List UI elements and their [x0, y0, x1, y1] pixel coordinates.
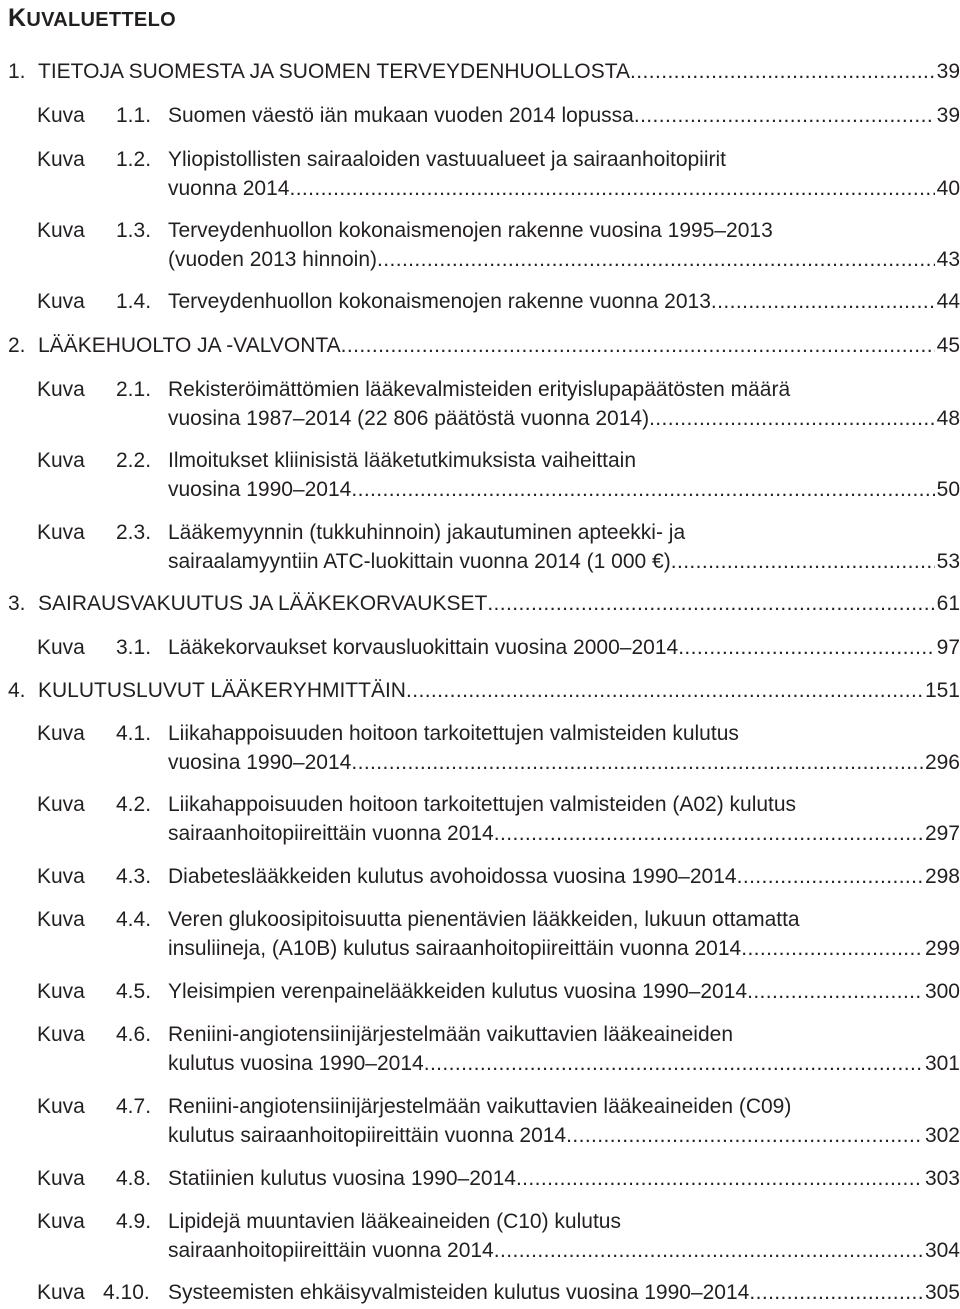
page-number: 300	[924, 980, 960, 1003]
figure-number: 4.9.	[116, 1210, 152, 1233]
dot-leader	[494, 819, 923, 848]
dot-leader	[406, 676, 923, 705]
figure-title: Suomen väestö iän mukaan vuoden 2014 lopussa	[168, 104, 634, 127]
page-number: 43	[936, 248, 960, 271]
figure-number: 4.6.	[116, 1023, 152, 1046]
dot-leader	[737, 862, 923, 891]
figure-label: Kuva	[37, 908, 85, 931]
page-number: 303	[924, 1167, 960, 1190]
figure-title-continued: insuliineja, (A10B) kulutus sairaanhoitopiireittäin vuonna 2014	[168, 937, 742, 960]
section-number: 1.	[8, 60, 26, 83]
figure-label: Kuva	[37, 521, 85, 544]
figure-number: 1.2.	[116, 148, 152, 171]
dot-leader	[566, 1121, 923, 1150]
figure-title-continued: sairaanhoitopiireittäin vuonna 2014	[168, 822, 494, 845]
figure-label: Kuva	[37, 722, 85, 745]
dot-leader	[351, 748, 923, 777]
page-number: 298	[924, 865, 960, 888]
figure-title-continued: sairaanhoitopiireittäin vuonna 2014	[168, 1239, 494, 1262]
figure-number: 4.8.	[116, 1167, 152, 1190]
figure-label: Kuva	[37, 378, 85, 401]
figure-title: Reniini-angiotensiinijärjestelmään vaikuttavien lääkeaineiden	[168, 1023, 734, 1046]
section-number: 4.	[8, 679, 26, 702]
dot-leader	[634, 101, 935, 130]
figure-number: 2.2.	[116, 449, 152, 472]
page-number: 297	[924, 822, 960, 845]
section-title: LÄÄKEHUOLTO JA -VALVONTA	[38, 334, 341, 357]
figure-label: Kuva	[37, 636, 85, 659]
page-number: 48	[936, 407, 960, 430]
figure-number: 4.4.	[116, 908, 152, 931]
page-number: 53	[936, 550, 960, 573]
section-entry[interactable]	[8, 676, 960, 706]
dot-leader	[341, 331, 935, 360]
figure-title: Systeemisten ehkäisyvalmisteiden kulutus vuosina 1990–2014	[168, 1281, 750, 1304]
figure-number: 3.1.	[116, 636, 152, 659]
title-initial: K	[8, 4, 27, 32]
page-number: 50	[936, 478, 960, 501]
figure-title: Liikahappoisuuden hoitoon tarkoitettujen valmisteiden (A02) kulutus	[168, 793, 797, 816]
section-entry[interactable]	[8, 331, 960, 361]
figure-title: Lääkemyynnin (tukkuhinnoin) jakautuminen apteekki- ja	[168, 521, 686, 544]
dot-leader	[494, 1236, 923, 1265]
figure-title: Terveydenhuollon kokonaismenojen rakenne vuosina 1995–2013	[168, 219, 773, 242]
dot-leader	[516, 1164, 923, 1193]
dot-leader	[377, 245, 935, 274]
figure-label: Kuva	[37, 449, 85, 472]
title-rest: UVALUETTELO	[26, 9, 176, 31]
page-number: 44	[936, 290, 960, 313]
figure-label: Kuva	[37, 1023, 85, 1046]
figure-label: Kuva	[37, 104, 85, 127]
figure-label: Kuva	[37, 219, 85, 242]
figure-label: Kuva	[37, 1167, 85, 1190]
page-number: 301	[924, 1052, 960, 1075]
figure-number: 4.2.	[116, 793, 152, 816]
figure-number: 4.7.	[116, 1095, 152, 1118]
dot-leader	[487, 589, 934, 618]
figure-label: Kuva	[37, 793, 85, 816]
figure-title-continued: vuosina 1987–2014 (22 806 päätöstä vuonna 2014)	[168, 407, 650, 430]
section-entry[interactable]	[8, 57, 960, 87]
figure-title: Yliopistollisten sairaaloiden vastuualueet ja sairaanhoitopiirit	[168, 148, 726, 171]
page-number: 296	[924, 751, 960, 774]
figure-label: Kuva	[37, 1210, 85, 1233]
dot-leader	[678, 633, 934, 662]
section-number: 3.	[8, 592, 26, 615]
figure-title: Rekisteröimättömien lääkevalmisteiden erityislupapäätösten määrä	[168, 378, 791, 401]
figure-title: Terveydenhuollon kokonaismenojen rakenne vuonna 2013	[168, 290, 711, 313]
section-title: KULUTUSLUVUT LÄÄKERYHMITTÄIN	[38, 679, 406, 702]
dot-leader	[289, 174, 934, 203]
figure-number: 4.10.	[103, 1281, 150, 1304]
page-number: 40	[936, 177, 960, 200]
figure-number: 1.3.	[116, 219, 152, 242]
page-number: 39	[936, 60, 960, 83]
dot-leader	[424, 1049, 923, 1078]
figure-title-continued: (vuoden 2013 hinnoin)	[168, 248, 377, 271]
figure-title-continued: kulutus sairaanhoitopiireittäin vuonna 2014	[168, 1124, 567, 1147]
dot-leader	[747, 977, 923, 1006]
page-number: 39	[936, 104, 960, 127]
section-entry[interactable]	[8, 589, 960, 619]
figure-number: 4.5.	[116, 980, 152, 1003]
dot-leader	[351, 475, 934, 504]
page-number: 45	[936, 334, 960, 357]
figure-number: 2.3.	[116, 521, 152, 544]
page-number: 302	[924, 1124, 960, 1147]
dot-leader	[671, 547, 935, 576]
dot-leader	[749, 1278, 923, 1307]
figure-title: Statiinien kulutus vuosina 1990–2014	[168, 1167, 516, 1190]
figure-title: Veren glukoosipitoisuutta pienentävien lääkkeiden, lukuun ottamatta	[168, 908, 800, 931]
section-title: TIETOJA SUOMESTA JA SUOMEN TERVEYDENHUOLLOSTA	[38, 60, 631, 83]
page-number: 305	[924, 1281, 960, 1304]
page-title	[8, 4, 176, 33]
section-title: SAIRAUSVAKUUTUS JA LÄÄKEKORVAUKSET	[38, 592, 488, 615]
figure-title: Lipidejä muuntavien lääkeaineiden (C10) kulutus	[168, 1210, 621, 1233]
figure-title-continued: vuonna 2014	[168, 177, 290, 200]
dot-leader	[711, 287, 935, 316]
figure-title-continued: vuosina 1990–2014	[168, 478, 352, 501]
figure-title-continued: vuosina 1990–2014	[168, 751, 352, 774]
figure-title: Lääkekorvaukset korvausluokittain vuosina 2000–2014	[168, 636, 679, 659]
figure-label: Kuva	[37, 865, 85, 888]
figure-label: Kuva	[37, 980, 85, 1003]
page-number: 304	[924, 1239, 960, 1262]
figure-number: 1.1.	[116, 104, 152, 127]
section-number: 2.	[8, 334, 26, 357]
page-number: 97	[936, 636, 960, 659]
dot-leader	[630, 57, 935, 86]
figure-title-continued: sairaalamyyntiin ATC-luokittain vuonna 2014 (1 000 €)	[168, 550, 671, 573]
figure-title-continued: kulutus vuosina 1990–2014	[168, 1052, 424, 1075]
page-number: 151	[924, 679, 960, 702]
dot-leader	[649, 404, 935, 433]
figure-label: Kuva	[37, 148, 85, 171]
dot-leader	[741, 934, 923, 963]
figure-label: Kuva	[37, 290, 85, 313]
figure-number: 1.4.	[116, 290, 152, 313]
page-number: 299	[924, 937, 960, 960]
figure-title: Liikahappoisuuden hoitoon tarkoitettujen valmisteiden kulutus	[168, 722, 739, 745]
page-number: 61	[936, 592, 960, 615]
figure-label: Kuva	[37, 1095, 85, 1118]
figure-title: Reniini-angiotensiinijärjestelmään vaikuttavien lääkeaineiden (C09)	[168, 1095, 792, 1118]
figure-label: Kuva	[37, 1281, 85, 1304]
figure-number: 4.1.	[116, 722, 152, 745]
figure-number: 4.3.	[116, 865, 152, 888]
figure-number: 2.1.	[116, 378, 152, 401]
figure-title: Ilmoitukset kliinisistä lääketutkimuksista vaiheittain	[168, 449, 637, 472]
figure-title: Diabeteslääkkeiden kulutus avohoidossa vuosina 1990–2014	[168, 865, 737, 888]
figure-title: Yleisimpien verenpainelääkkeiden kulutus vuosina 1990–2014	[168, 980, 748, 1003]
